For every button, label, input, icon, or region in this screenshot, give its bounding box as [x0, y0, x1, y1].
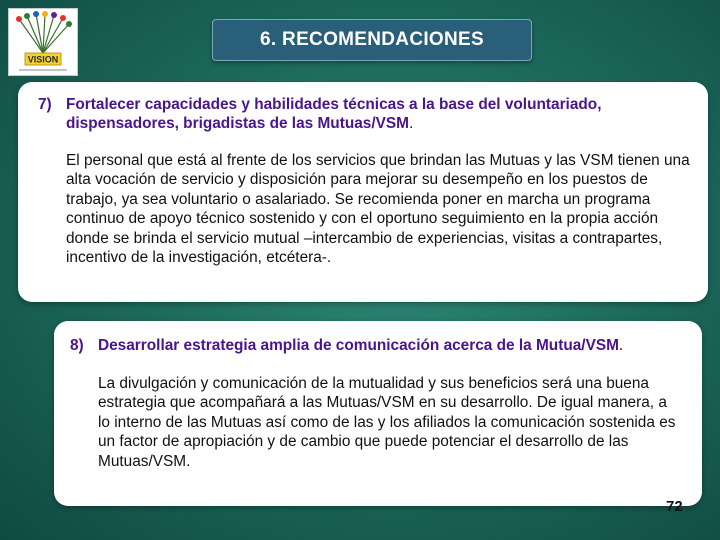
recommendation-number: 8) — [70, 337, 84, 354]
recommendation-heading: Fortalecer capacidades y habilidades técnicas a la base del voluntariado, dispensadores, brigadistas de las Mutuas/VSM. — [66, 96, 602, 132]
recommendation-heading-text: Desarrollar estrategia amplia de comunicación acerca de la Mutua/VSM — [98, 337, 619, 354]
recommendation-panel-7 — [18, 82, 708, 302]
page-number: 72 — [666, 498, 683, 515]
title-bar — [212, 19, 532, 61]
vision-logo — [8, 8, 78, 76]
recommendation-heading-text: Fortalecer capacidades y habilidades técnicas a la base del voluntariado, dispensadores, brigadistas de las Mutuas/VSM — [66, 96, 602, 132]
recommendation-heading: Desarrollar estrategia amplia de comunicación acerca de la Mutua/VSM. — [98, 337, 624, 354]
recommendation-panel-8 — [54, 321, 702, 506]
logo-wordmark: VISION — [27, 54, 59, 65]
page-title: 6. RECOMENDACIONES — [260, 29, 484, 50]
recommendation-body: La divulgación y comunicación de la mutualidad y sus beneficios será una buena estrategia que acompañará a las Mutuas/VSM en su desarrollo. De igual manera, a lo interno de las Mutuas así como de las y los afiliados la comunicación sostenida es un factor de apropiación y de cambio que puede potenciar el desarrollo de las Mutuas/VSM. — [98, 375, 676, 470]
recommendation-body: El personal que está al frente de los servicios que brindan las Mutuas y las VSM tienen una alta vocación de servicio y disposición para mejorar su desempeño en los puestos de trabajo, ya sea voluntario o asalariado. Se recomienda poner en marcha un programa continuo de apoyo técnico sostenido y con el oportuno seguimiento en la propia acción donde se brinda el servicio mutual –intercambio de experiencias, visitas a contrapartes, incentivo de la investigación, etcétera-. — [66, 152, 690, 267]
recommendation-number: 7) — [38, 96, 52, 113]
